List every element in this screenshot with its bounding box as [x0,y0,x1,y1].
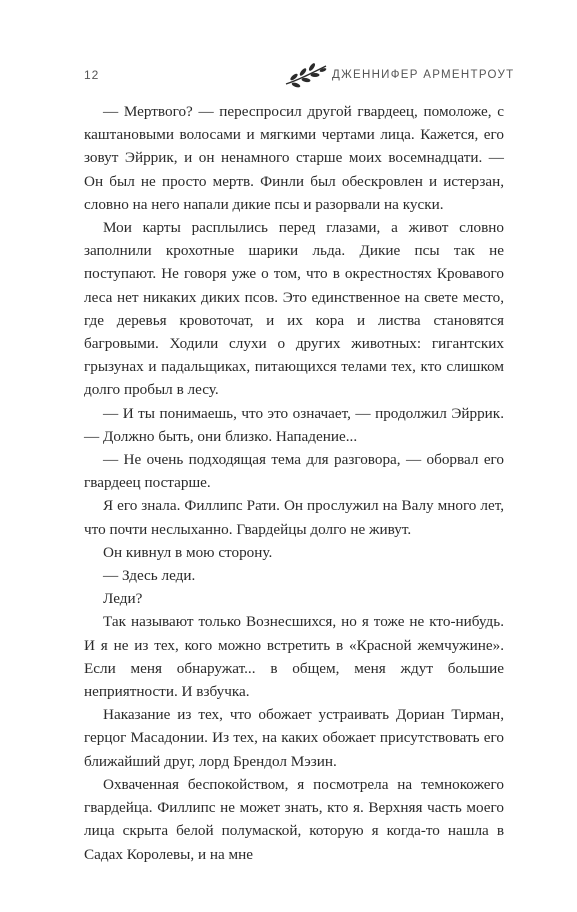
paragraph: Охваченная беспокойством, я посмотрела на темнокожего гвардейца. Филлипс не может знать, кто я. Верхняя часть моего лица скрыта белой полумаской, которую я когда-то нашла в Садах Королевы, и на мне [84,775,504,863]
paragraph: — Мертвого? — переспросил другой гвардеец, помоложе, с каштановыми волосами и мягкими чертами лица. Кажется, его зовут Эйррик, и он ненамного старше моих восемнадцати. — Он был не просто мертв. Финли был обескровлен и истерзан, словно на него напали дикие псы и разорвали на куски. [84,103,504,213]
paragraph: Он кивнул в мою сторону. [103,543,273,561]
paragraph: Так называют только Вознесшихся, но я тоже не кто-нибудь. И я не из тех, кого можно встретить в «Красной жемчужине». Если меня обнаружат... в общем, меня ждут большие неприятности. И взбучка. [84,613,504,701]
page-number: 12 [84,68,100,82]
paragraph: Наказание из тех, что обожает устраивать Дориан Тирман, герцог Масадонии. Из тех, на каких обожает присутствовать его ближайший друг, лорд Брендол Мэзин. [84,706,504,770]
paragraph: Я его знала. Филлипс Рати. Он прослужил на Валу много лет, что почти неслыханно. Гвардейцы долго не живут. [84,497,504,538]
paragraph: Леди? [103,590,143,608]
paragraph: — Не очень подходящая тема для разговора, — оборвал его гвардеец постарше. [84,451,504,492]
body-text [84,100,504,866]
laurel-branch-icon [284,62,328,88]
running-title: ДЖЕННИФЕР АРМЕНТРОУТ [332,69,515,81]
page-header [84,62,515,92]
paragraph: — Здесь леди. [103,567,196,585]
paragraph: Мои карты расплылись перед глазами, а живот словно заполнили крохотные шарики льда. Дикие псы так не поступают. Не говоря уже о том, что в окрестностях Кровавого леса нет никаких диких псов. Это единственное на свете место, где деревья кровоточат, и их кора и листва становятся багровыми. Ходили слухи о других животных: гигантских грызунах и падальщиках, питающихся телами тех, кто слишком долго пробыл в лесу. [84,219,504,399]
paragraph: — И ты понимаешь, что это означает, — продолжил Эйррик. — Должно быть, они близко. Нападение... [84,404,504,445]
